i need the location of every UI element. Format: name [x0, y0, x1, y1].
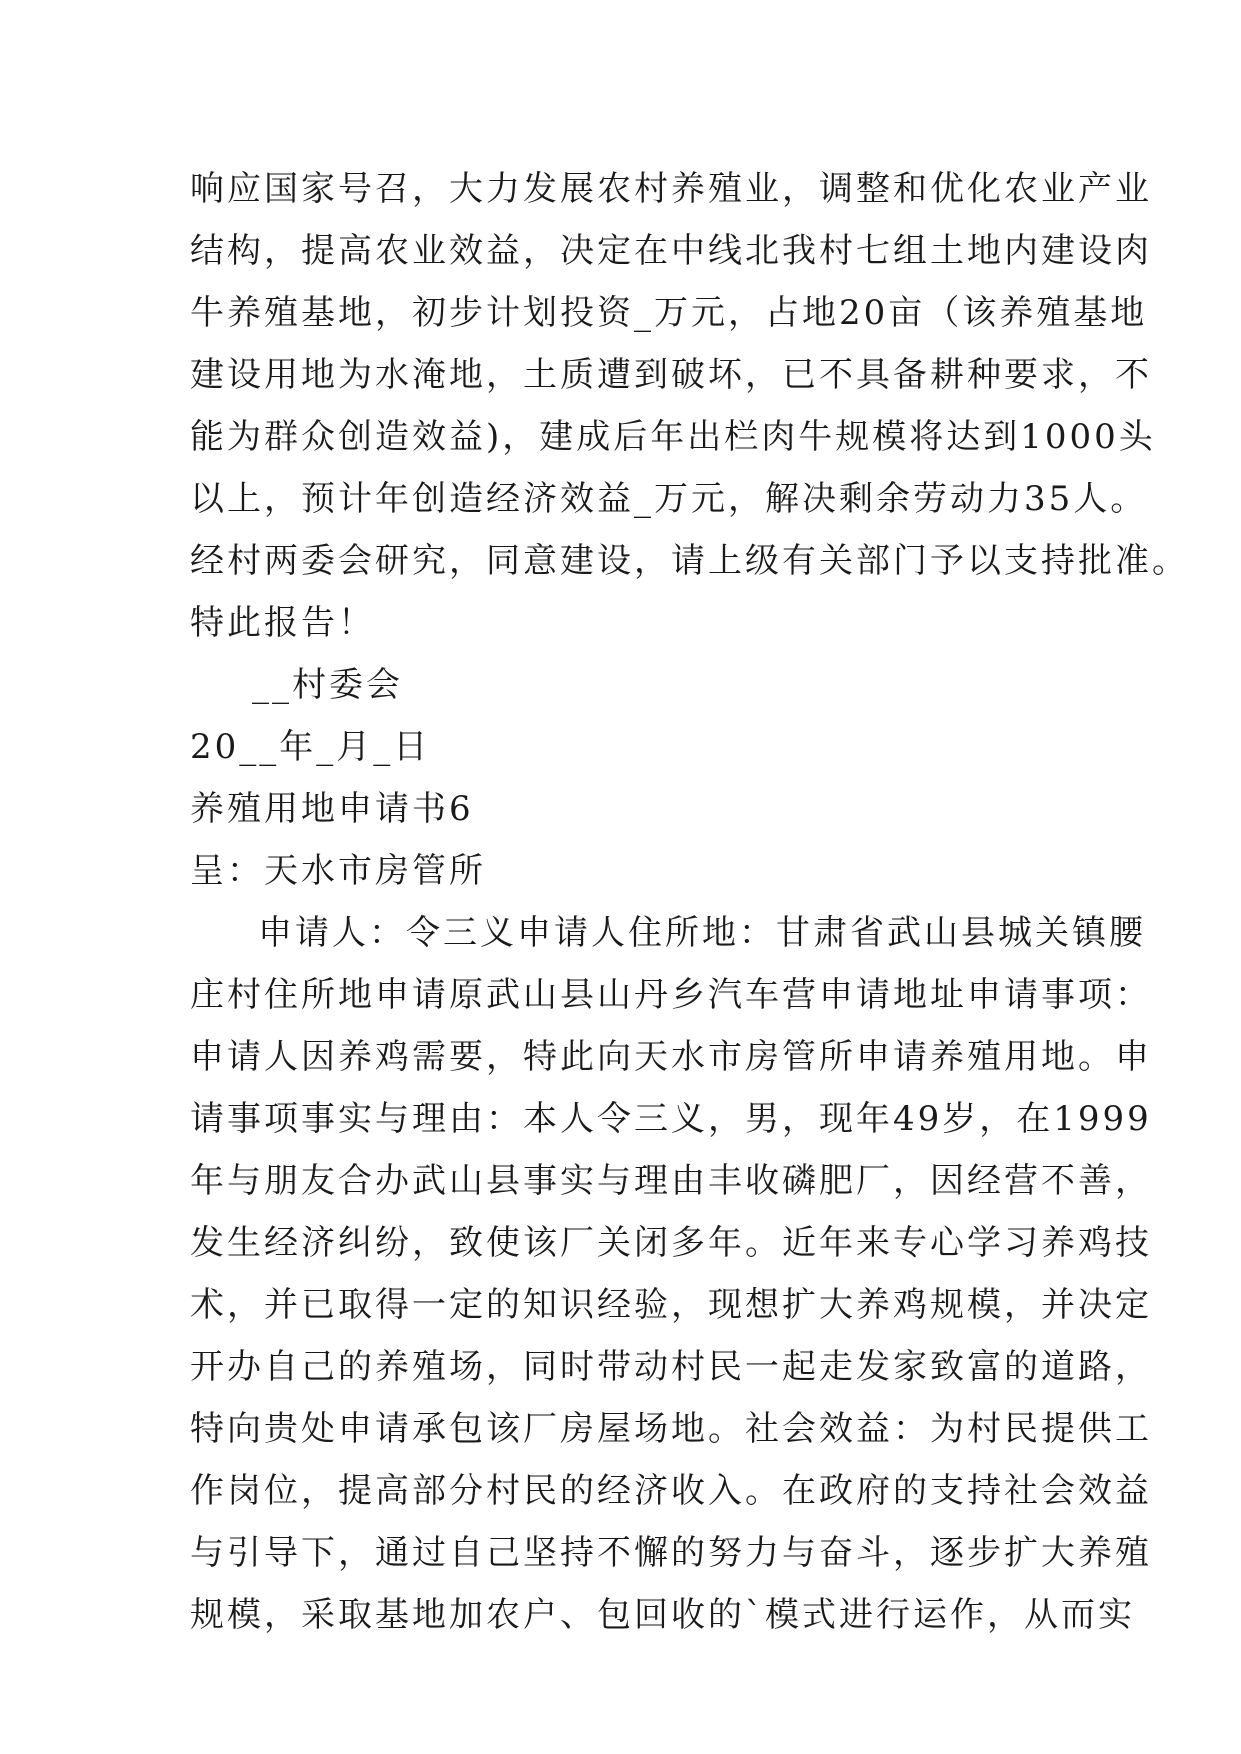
text-line: 牛养殖基地，初步计划投资_万元，占地20亩（该养殖基地: [190, 293, 1148, 333]
text-line: 建设用地为水淹地，土质遭到破坏，已不具备耕种要求，不: [190, 355, 1152, 395]
signature-line: __村委会: [252, 665, 403, 705]
text-line: 作岗位，提高部分村民的经济收入。在政府的支持社会效益: [190, 1471, 1152, 1511]
text-line: 发生经济纠纷，致使该厂关闭多年。近年来专心学习养鸡技: [190, 1223, 1152, 1263]
text-line: 术，并已取得一定的知识经验，现想扩大养鸡规模，并决定: [190, 1285, 1152, 1325]
closing-line: 特此报告！: [190, 603, 375, 643]
text-line: 经村两委会研究，同意建设，请上级有关部门予以支持批准。: [190, 541, 1189, 581]
text-line: 申请人：令三义申请人住所地：甘肃省武山县城关镇腰: [258, 913, 1146, 953]
text-line: 结构，提高农业效益，决定在中线北我村七组土地内建设肉: [190, 231, 1152, 271]
date-line: 20__年_月_日: [190, 727, 431, 767]
text-line: 申请人因养鸡需要，特此向天水市房管所申请养殖用地。申: [190, 1037, 1152, 1077]
recipient-line: 呈：天水市房管所: [190, 851, 486, 891]
text-line: 以上，预计年创造经济效益_万元，解决剩余劳动力35人。: [190, 479, 1148, 519]
text-line: 能为群众创造效益)，建成后年出栏肉牛规模将达到1000头: [190, 417, 1156, 457]
text-line: 特向贵处申请承包该厂房屋场地。社会效益：为村民提供工: [190, 1409, 1152, 1449]
text-line: 年与朋友合办武山县事实与理由丰收磷肥厂，因经营不善，: [190, 1161, 1152, 1201]
text-line: 开办自己的养殖场，同时带动村民一起走发家致富的道路，: [190, 1347, 1152, 1387]
text-line: 响应国家号召，大力发展农村养殖业，调整和优化农业产业: [190, 169, 1152, 209]
text-line: 请事项事实与理由：本人令三义，男，现年49岁，在1999: [190, 1099, 1152, 1139]
section-title: 养殖用地申请书6: [190, 789, 474, 829]
text-line: 规模，采取基地加农户、包回收的`模式进行运作，从而实: [190, 1595, 1135, 1635]
text-line: 庄村住所地申请原武山县山丹乡汽车营申请地址申请事项：: [190, 975, 1152, 1015]
body-text: [190, 158, 1189, 1646]
text-line: 与引导下，通过自己坚持不懈的努力与奋斗，逐步扩大养殖: [190, 1533, 1152, 1573]
